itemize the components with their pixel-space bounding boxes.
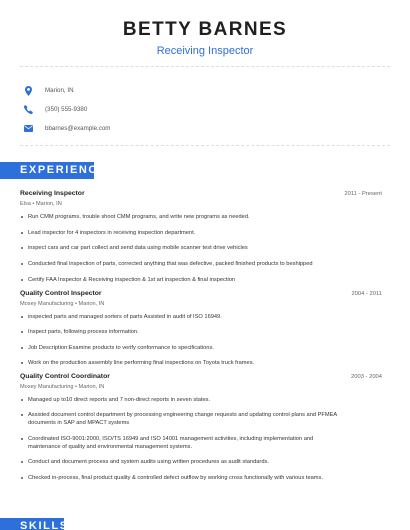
divider — [20, 145, 390, 146]
bullet-item: Conduct and document process and system audits using written procedures as audit standards. — [20, 458, 382, 466]
job-bullets — [20, 313, 382, 367]
job-bullets — [20, 396, 382, 482]
job-entry — [20, 290, 382, 375]
bullet-item: Managed up to10 direct reports and 7 non-direct reports in seven states. — [20, 396, 382, 404]
job-dates: 2011 - Present — [344, 191, 382, 197]
person-name: BETTY BARNES — [122, 19, 288, 40]
map-pin-icon — [23, 86, 33, 96]
skills-heading: SKILLS — [0, 518, 64, 530]
bullet-item: Conducted final inspection of parts, corrected anything that was defective, packed finished products to beshipped — [20, 260, 382, 268]
job-title: Quality Control Inspector — [20, 290, 102, 297]
bullet-item: Coordinated ISO-9001:2000, ISO/TS 16949 and ISO 14001 management activities, including implementation and maintenance of quality and environmental management systems. — [20, 435, 382, 451]
bullet-item: Job Description:Examine products to verify conformance to specifications. — [20, 344, 382, 352]
bullet-item: Assisted document control department by processing engineering change requests and updating control plans and PFMEA documents in SAP and MPACT systems — [20, 411, 382, 427]
bullet-item: Certify FAA Inspector & Receiving inspection & 1st art inspection & final inspection — [20, 276, 382, 284]
email-link[interactable]: bbarnes@example.com — [45, 125, 111, 132]
contact-phone — [20, 100, 110, 119]
bullet-item: Inspect parts, following process information. — [20, 328, 382, 336]
contact-info — [20, 81, 110, 138]
location-text: Marion, IN — [45, 87, 74, 94]
job-company: Elsa • Marion, IN — [20, 201, 62, 207]
bullet-item: inspected parts and managed sorters of parts Assisted in audit of ISO 16949. — [20, 313, 382, 321]
phone-icon — [23, 105, 33, 115]
job-company: Mosey Manufacturing • Marion, IN — [20, 301, 105, 307]
job-company: Mosey Manufacturing • Marion, IN — [20, 384, 105, 390]
envelope-icon — [23, 124, 33, 134]
job-bullets — [20, 213, 382, 284]
job-title: Quality Control Coordinator — [20, 373, 110, 380]
experience-heading: EXPERIENCE — [0, 162, 94, 179]
bullet-item: Checked in-process, final product quality & controlled defect outflow by working cross functionally with various teams. — [20, 474, 382, 482]
job-role: Receiving Inspector — [156, 45, 254, 57]
job-entry — [20, 373, 382, 489]
job-dates: 2004 - 2011 — [351, 291, 382, 297]
contact-location — [20, 81, 110, 100]
job-dates: 2003 - 2004 — [351, 374, 382, 380]
job-title: Receiving Inspector — [20, 190, 85, 197]
divider — [20, 66, 390, 67]
bullet-item: Lead inspector for 4 inspectors in receiving inspection department. — [20, 229, 382, 237]
contact-email — [20, 119, 110, 138]
job-entry — [20, 190, 382, 291]
resume-header — [0, 0, 410, 58]
bullet-item: Work on the production assembly line performing final inspections on Toyota truck frames. — [20, 359, 382, 367]
phone-text: (350) 555-9380 — [45, 106, 88, 113]
bullet-item: Run CMM programs, trouble shoot CMM programs, and write new programs as needed. — [20, 213, 382, 221]
bullet-item: inspect cars and car part collect and send data using mobile scanner test drive vehicles — [20, 244, 382, 252]
